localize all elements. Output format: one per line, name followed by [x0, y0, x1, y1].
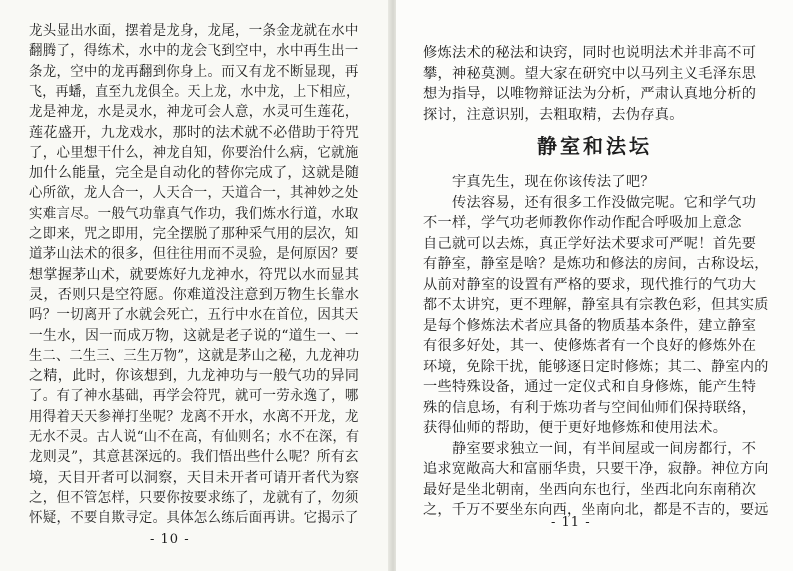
text-line: 吗？一切离开了水就会死亡，五行中水在首位，因其天: [29, 307, 359, 324]
text-line: 龙则灵”，其意甚深远的。我们悟出些什么呢？所有玄: [29, 449, 359, 466]
text-line: 获得仙师的帮助，便于更好地修炼和使用法术。: [423, 420, 728, 436]
text-line: 龙是神龙，水是灵水，神龙可会人意，水灵可生莲花，: [29, 104, 359, 121]
text-line: 一生水，因一而成万物，这就是老子说的“道生一、一: [29, 327, 359, 344]
text-line: 宇真先生，现在你该传法了吧？: [452, 174, 655, 190]
text-line: 实难言尽。一般气功靠真气作功，我们炼水行道，水取: [29, 205, 359, 222]
text-line: 灵，否则只是空符愿。你难道没注意到万物生长靠水: [29, 286, 360, 303]
text-line: 最好是坐北朝南，坐西向东也行，坐西北向东南稍次: [423, 481, 757, 498]
text-line: 之即来，咒之即用，完全摆脱了那种采气用的层次，知: [29, 226, 359, 242]
text-line: 条龙，空中的龙再翻到你身上。而又有龙不断显现，再: [29, 63, 359, 80]
text-line: 想掌握茅山术，就要炼好九龙神水，符咒以水而显其: [29, 266, 360, 283]
text-line: 莲花盛开，九龙戏水，那时的法术就不必借助于符咒: [29, 124, 360, 141]
text-line: 之，但不管怎样，只要你按要求练了，龙就有了，勿须: [29, 489, 359, 506]
text-line: 翻腾了，得练术，水中的龙会飞到空中，水中再生出一: [29, 43, 359, 60]
text-line: 飞，再蟠，直至九龙俱全。天上龙，水中龙，上下相应，: [29, 83, 360, 100]
text-line: 殊的信息场，有利于炼功者与空间仙师们保持联络，: [423, 399, 757, 416]
text-line: 之，千万不要坐东向西，坐南向北，都是不吉的，要远: [423, 502, 769, 518]
text-line: 不一样，学气功老师教你作动作配合呼吸加上意念: [423, 215, 742, 231]
text-line: 怀疑，不要自欺寻定。具体怎么练后面再讲。它揭示了: [29, 510, 359, 527]
text-line: 加什么能量，完全是自动化的替你完成了，这就是随: [29, 165, 360, 182]
text-line: 道茅山法术的很多，但往往用而不灵验，是何原因？要: [29, 246, 359, 263]
text-line: 环境，免除干扰，能够逐日定时修炼；其二、静室内的: [423, 358, 769, 375]
text-line: 探讨，注意识别，去粗取精，去伪存真。: [423, 106, 684, 123]
right-page: [396, 0, 793, 571]
right-page-number: - 11 -: [551, 515, 591, 530]
text-line: 传法容易，还有很多工作没做完呢。它和学气功: [452, 194, 757, 211]
text-line: 从前对静室的设置有严格的要求，现代推行的气功大: [423, 276, 757, 293]
text-line: 修炼法术的秘法和诀窍，同时也说明法术并非高不可: [423, 45, 757, 61]
text-line: 境，天目开者可以洞察，天目未开者可请开者代为察: [29, 469, 360, 486]
text-line: 攀，神秘莫测。望大家在研究中以马列主义毛泽东思: [423, 65, 757, 82]
left-page: [0, 0, 390, 571]
text-line: 是每个修炼法术者应具备的物质基本条件，建立静室: [423, 317, 757, 334]
text-line: 龙头显出水面，摆着是龙身，龙尾，一条金龙就在水中: [29, 23, 359, 39]
text-line: 之精，此时，你该想到，九龙神功与一般气功的异同: [29, 368, 360, 385]
text-line: 一些特殊设备，通过一定仪式和自身修炼，能产生特: [423, 379, 757, 395]
text-line: 有静室，静室是啥？是炼功和修法的房间，古称设坛，: [423, 256, 769, 272]
text-line: 有很多好处，其一、使修炼者有一个良好的修炼外在: [423, 338, 757, 354]
text-line: 生二、二生三、三生万物”，这就是茅山之秘，九龙神功: [29, 347, 360, 364]
text-line: 想为指导，以唯物辩证法为分析，严肃认真地分析的: [423, 86, 757, 102]
text-line: 追求宽敞高大和富丽华贵，只要干净，寂静。神位方向: [423, 461, 769, 477]
text-line: 心所欲，龙人合一，人天合一，天道合一，其神妙之处: [29, 185, 359, 202]
text-line: 了。有了神水基础，再学会符咒，就可一劳永逸了，哪: [29, 388, 359, 405]
text-line: 静室要求独立一间，有半间屋或一间房都行，不: [452, 440, 757, 457]
text-line: 用得着天天参禅打坐呢？龙离不开水，水离不开龙，龙: [29, 408, 359, 425]
left-page-number: - 10 -: [150, 532, 190, 547]
section-heading: 静室和法坛: [537, 134, 652, 158]
text-line: 了，心里想干什么，神龙自知，你要治什么病，它就施: [29, 144, 359, 161]
text-line: 无水不灵。古人说“山不在高，有仙则名；水不在深，有: [29, 429, 360, 445]
text-line: 自己就可以去炼，真正学好法术要求可严呢！首先要: [423, 235, 757, 252]
text-line: 都不太讲究，更不理解，静室具有宗教色彩，但其实质: [423, 297, 769, 313]
